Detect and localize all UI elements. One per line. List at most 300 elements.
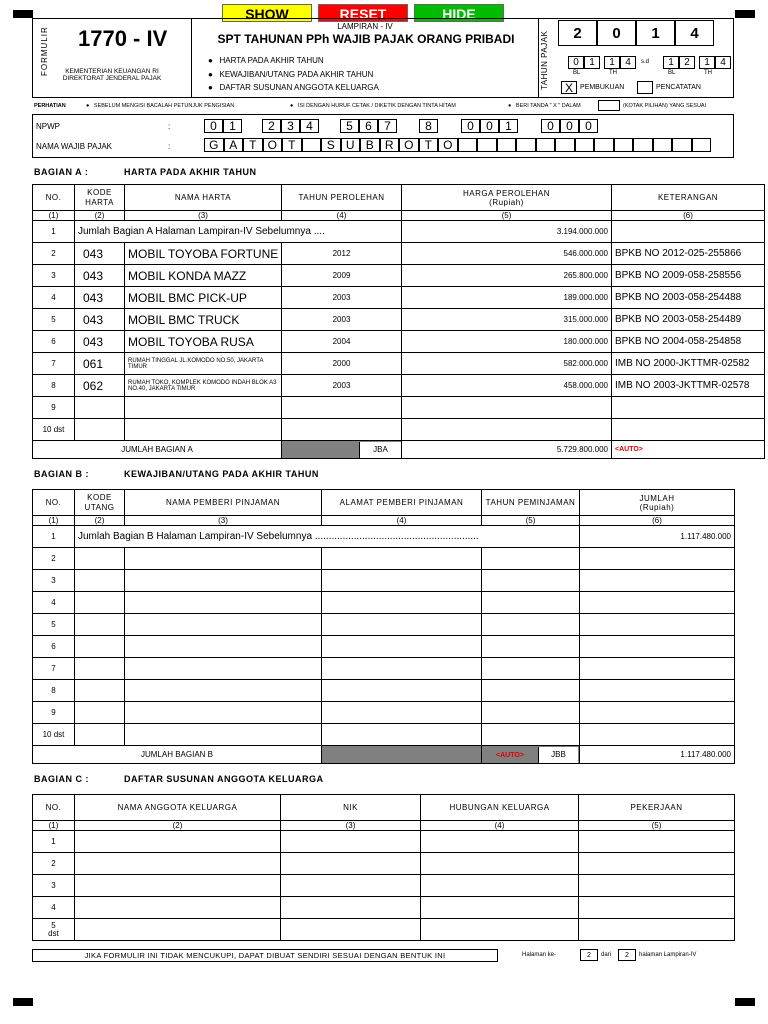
npwp-digit[interactable]: 2 — [262, 119, 281, 133]
harga-cell[interactable]: 582.000.000 — [402, 353, 612, 375]
tahun-cell[interactable] — [482, 636, 580, 658]
jba-code: JBA — [359, 442, 401, 458]
jumlah-cell[interactable] — [580, 548, 735, 570]
alamat-cell[interactable] — [322, 702, 482, 724]
jumlah-cell[interactable] — [580, 658, 735, 680]
bl-label: BL — [573, 70, 581, 76]
auto-button[interactable]: <AUTO> — [496, 751, 524, 759]
name-letter[interactable] — [672, 138, 692, 152]
row-no: 9 — [33, 397, 75, 419]
keterangan-cell[interactable]: BPKB NO 2003-058-254488 — [612, 287, 765, 309]
keterangan-cell[interactable] — [612, 419, 765, 441]
notice-1: ● SEBELUM MENGISI BACALAH PETUNJUK PENGISIAN — [86, 103, 235, 109]
kode-cell[interactable]: 061 — [75, 353, 125, 375]
table-row — [33, 419, 765, 441]
name-letter[interactable] — [653, 138, 673, 152]
nama-cell[interactable]: MOBIL BMC PICK-UP — [125, 287, 282, 309]
registration-mark — [13, 998, 33, 1006]
nama-label: NAMA WAJIB PAJAK — [36, 142, 113, 151]
jumlah-cell[interactable] — [580, 570, 735, 592]
npwp-digit[interactable]: 7 — [378, 119, 397, 133]
col-number: (3) — [125, 211, 282, 221]
kode-cell[interactable] — [75, 548, 125, 570]
keterangan-cell[interactable] — [612, 397, 765, 419]
kode-cell[interactable]: 043 — [75, 331, 125, 353]
table-row — [33, 853, 735, 875]
col-number: (3) — [281, 821, 421, 831]
period-start-digit[interactable]: 0 — [568, 56, 584, 69]
name-letter[interactable] — [614, 138, 634, 152]
row-no: 1 — [33, 526, 75, 548]
col-number: (2) — [75, 516, 125, 526]
perhatian-label: PERHATIAN — [34, 103, 66, 109]
alamat-cell[interactable] — [322, 658, 482, 680]
name-letter[interactable]: G — [204, 138, 224, 152]
page-total[interactable]: 2 — [618, 949, 636, 961]
period-start-digit[interactable]: 1 — [584, 56, 600, 69]
page-number[interactable]: 2 — [580, 949, 598, 961]
kode-cell[interactable]: 043 — [75, 309, 125, 331]
dari-label: dari — [601, 952, 612, 958]
jumlah-cell[interactable] — [580, 614, 735, 636]
tahun-cell[interactable] — [482, 680, 580, 702]
nama-pemberi-cell[interactable] — [125, 614, 322, 636]
row-no: 5 dst — [33, 919, 75, 941]
nama-anggota-cell[interactable] — [75, 831, 281, 853]
tahun-cell[interactable] — [282, 419, 402, 441]
col-header: TAHUN PEROLEHAN — [282, 185, 402, 211]
kode-cell[interactable] — [75, 724, 125, 746]
keterangan-cell[interactable]: BPKB NO 2012-025-255866 — [612, 243, 765, 265]
previous-total-text: Jumlah Bagian B Halaman Lampiran-IV Sebelumnya ........................................................... — [75, 526, 580, 548]
name-letter[interactable] — [477, 138, 497, 152]
row-no: 1 — [33, 831, 75, 853]
kode-cell[interactable]: 043 — [75, 265, 125, 287]
pekerjaan-cell[interactable] — [579, 875, 735, 897]
npwp-digit[interactable]: 8 — [419, 119, 438, 133]
gray-cell — [322, 746, 482, 764]
kode-cell[interactable]: 062 — [75, 375, 125, 397]
table-row — [33, 636, 735, 658]
nama-pemberi-cell[interactable] — [125, 680, 322, 702]
row-no: 9 — [33, 702, 75, 724]
row-no: 1 — [33, 221, 75, 243]
table-row — [33, 265, 765, 287]
col-number: (4) — [282, 211, 402, 221]
col-number: (1) — [33, 821, 75, 831]
bagian-b-label: BAGIAN B : — [34, 469, 89, 479]
table-row — [33, 897, 735, 919]
kode-cell[interactable] — [75, 397, 125, 419]
pencatatan-checkbox[interactable] — [637, 81, 653, 94]
nama-cell[interactable] — [125, 419, 282, 441]
notice-2: ● ISI DENGAN HURUF CETAK / DIKETIK DENGAN TINTA HITAM — [290, 103, 456, 109]
nama-cell[interactable]: MOBIL TOYOBA RUSA — [125, 331, 282, 353]
tahun-cell[interactable] — [482, 702, 580, 724]
kode-cell[interactable] — [75, 592, 125, 614]
tahun-pajak-label: TAHUN PAJAK — [540, 30, 549, 90]
tahun-cell[interactable]: 2004 — [282, 331, 402, 353]
table-row — [33, 397, 765, 419]
period-end-digit[interactable]: 2 — [679, 56, 695, 69]
registration-mark — [735, 10, 755, 18]
reset-button[interactable]: RESET — [318, 4, 408, 22]
alamat-cell[interactable] — [322, 614, 482, 636]
col-header: JUMLAH (Rupiah) — [580, 490, 735, 516]
kode-cell[interactable] — [75, 636, 125, 658]
year-digit[interactable]: 4 — [675, 20, 714, 46]
col-header: HARGA PEROLEHAN (Rupiah) — [402, 185, 612, 211]
name-letter[interactable] — [497, 138, 517, 152]
alamat-cell[interactable] — [322, 592, 482, 614]
row-no: 3 — [33, 265, 75, 287]
npwp-digit[interactable]: 0 — [560, 119, 579, 133]
row-no: 2 — [33, 243, 75, 265]
harga-cell[interactable]: 315.000.000 — [402, 309, 612, 331]
hide-button[interactable]: HIDE — [414, 4, 504, 22]
pekerjaan-cell[interactable] — [579, 919, 735, 941]
jumlah-cell[interactable] — [580, 724, 735, 746]
jbb-code: JBB — [538, 747, 578, 763]
pekerjaan-cell[interactable] — [579, 897, 735, 919]
period-end-digit[interactable]: 1 — [663, 56, 679, 69]
nama-anggota-cell[interactable] — [75, 897, 281, 919]
hubungan-cell[interactable] — [421, 919, 579, 941]
tahun-cell[interactable]: 2003 — [282, 287, 402, 309]
year-digit[interactable]: 2 — [558, 20, 597, 46]
col-number: (2) — [75, 821, 281, 831]
previous-total-value[interactable]: 1.117.480.000 — [580, 526, 735, 548]
col-number: (2) — [75, 211, 125, 221]
name-letter[interactable]: B — [360, 138, 380, 152]
tahun-cell[interactable]: 2003 — [282, 375, 402, 397]
table-row — [33, 592, 735, 614]
alamat-cell[interactable] — [322, 680, 482, 702]
nik-cell[interactable] — [281, 831, 421, 853]
kode-cell[interactable] — [75, 702, 125, 724]
hubungan-cell[interactable] — [421, 831, 579, 853]
row-no: 5 — [33, 309, 75, 331]
col-header: NAMA HARTA — [125, 185, 282, 211]
table-row — [33, 331, 765, 353]
registration-mark — [13, 10, 33, 18]
table-row — [33, 287, 765, 309]
alamat-cell[interactable] — [322, 570, 482, 592]
form-title: SPT TAHUNAN PPh WAJIB PAJAK ORANG PRIBADI — [217, 32, 515, 46]
table-row — [33, 680, 735, 702]
name-letter[interactable]: O — [438, 138, 458, 152]
bullet-1: ● HARTA PADA AKHIR TAHUN — [208, 56, 324, 65]
auto-button[interactable]: <AUTO> — [612, 441, 765, 459]
auto-cell — [482, 746, 580, 764]
form-code: 1770 - IV — [78, 26, 168, 51]
tahun-cell[interactable]: 2009 — [282, 265, 402, 287]
sd-label: s.d — [641, 59, 650, 65]
col-number: (6) — [580, 516, 735, 526]
kode-cell[interactable] — [75, 680, 125, 702]
jumlah-b-label: JUMLAH BAGIAN B — [33, 746, 322, 764]
halaman-label: Halaman ke- — [522, 952, 557, 958]
npwp-digit[interactable]: 5 — [340, 119, 359, 133]
bullet-2: ● KEWAJIBAN/UTANG PADA AKHIR TAHUN — [208, 70, 374, 79]
pembukuan-label: PEMBUKUAN — [580, 84, 625, 91]
tahun-cell[interactable] — [482, 592, 580, 614]
tahun-cell[interactable]: 2000 — [282, 353, 402, 375]
harga-cell[interactable] — [402, 419, 612, 441]
tahun-cell[interactable] — [482, 658, 580, 680]
table-row — [33, 221, 765, 243]
col-header: NO. — [33, 490, 75, 516]
table-row — [33, 375, 765, 397]
table-row — [33, 831, 735, 853]
name-letter[interactable]: O — [399, 138, 419, 152]
table-utang — [32, 489, 735, 764]
previous-total-text: Jumlah Bagian A Halaman Lampiran-IV Sebelumnya .... — [75, 221, 402, 243]
nama-cell[interactable]: MOBIL TOYOBA FORTUNE — [125, 243, 282, 265]
row-no: 8 — [33, 680, 75, 702]
period-start-digit[interactable]: 1 — [604, 56, 620, 69]
jumlah-a-label: JUMLAH BAGIAN A — [33, 441, 282, 459]
keterangan-cell[interactable] — [612, 221, 765, 243]
table-row — [33, 919, 735, 941]
kode-cell[interactable] — [75, 419, 125, 441]
kode-cell[interactable] — [75, 570, 125, 592]
name-letter[interactable] — [575, 138, 595, 152]
keterangan-cell[interactable]: IMB NO 2003-JKTTMR-02578 — [612, 375, 765, 397]
npwp-digit[interactable]: 0 — [204, 119, 223, 133]
nama-cell[interactable]: MOBIL BMC TRUCK — [125, 309, 282, 331]
harga-cell[interactable]: 189.000.000 — [402, 287, 612, 309]
period-end-digit[interactable]: 1 — [699, 56, 715, 69]
col-header: KODE UTANG — [75, 490, 125, 516]
row-no: 5 — [33, 614, 75, 636]
name-letter[interactable]: R — [380, 138, 400, 152]
row-no: 4 — [33, 287, 75, 309]
row-no: 3 — [33, 570, 75, 592]
harga-cell[interactable]: 180.000.000 — [402, 331, 612, 353]
col-header: KETERANGAN — [612, 185, 765, 211]
previous-total-value[interactable]: 3.194.000.000 — [402, 221, 612, 243]
col-number: (5) — [402, 211, 612, 221]
name-letter[interactable]: O — [263, 138, 283, 152]
pekerjaan-cell[interactable] — [579, 831, 735, 853]
bagian-c-title: DAFTAR SUSUNAN ANGGOTA KELUARGA — [124, 774, 324, 784]
jbb-total: 1.117.480.000 — [580, 746, 735, 764]
formulir-label: FORMULIR — [40, 26, 49, 76]
name-letter[interactable] — [633, 138, 653, 152]
nama-cell[interactable]: MOBIL KONDA MAZZ — [125, 265, 282, 287]
tahun-cell[interactable] — [482, 570, 580, 592]
name-letter[interactable]: S — [321, 138, 341, 152]
col-number: (3) — [125, 516, 322, 526]
harga-cell[interactable]: 458.000.000 — [402, 375, 612, 397]
period-start-digit[interactable]: 4 — [620, 56, 636, 69]
npwp-digit[interactable]: 6 — [359, 119, 378, 133]
alamat-cell[interactable] — [322, 636, 482, 658]
tahun-cell[interactable]: 2003 — [282, 309, 402, 331]
th-label: TH — [609, 70, 617, 76]
npwp-digit[interactable]: 1 — [499, 119, 518, 133]
pembukuan-checkbox[interactable]: X — [561, 81, 577, 94]
harga-cell[interactable]: 546.000.000 — [402, 243, 612, 265]
npwp-digit[interactable]: 0 — [480, 119, 499, 133]
nama-anggota-cell[interactable] — [75, 875, 281, 897]
ministry: KEMENTERIAN KEUANGAN RI — [65, 68, 159, 75]
period-end-digit[interactable]: 4 — [715, 56, 731, 69]
col-header: NO. — [33, 185, 75, 211]
harga-cell[interactable] — [402, 397, 612, 419]
keterangan-cell[interactable]: BPKB NO 2004-058-254858 — [612, 331, 765, 353]
bl-label: BL — [668, 70, 676, 76]
name-letter[interactable] — [302, 138, 322, 152]
row-no: 2 — [33, 853, 75, 875]
tahun-cell[interactable] — [282, 397, 402, 419]
col-header: HUBUNGAN KELUARGA — [421, 795, 579, 821]
hubungan-cell[interactable] — [421, 875, 579, 897]
name-letter[interactable] — [458, 138, 478, 152]
keterangan-cell[interactable]: BPKB NO 2003-058-254489 — [612, 309, 765, 331]
table-row — [33, 548, 735, 570]
nama-anggota-cell[interactable] — [75, 853, 281, 875]
col-header: NAMA ANGGOTA KELUARGA — [75, 795, 281, 821]
table-row — [33, 526, 735, 548]
npwp-digit[interactable]: 4 — [300, 119, 319, 133]
row-no: 4 — [33, 897, 75, 919]
row-no: 6 — [33, 331, 75, 353]
name-letter[interactable]: A — [224, 138, 244, 152]
row-no: 8 — [33, 375, 75, 397]
nama-cell[interactable]: RUMAH TOKO, KOMPLEK KOMODO INDAH BLOK A3 NO.40, JAKARTA TIMUR — [125, 375, 282, 397]
npwp-digit[interactable]: 3 — [281, 119, 300, 133]
col-header: ALAMAT PEMBERI PINJAMAN — [322, 490, 482, 516]
npwp-digit[interactable]: 0 — [541, 119, 560, 133]
table-row — [33, 243, 765, 265]
name-letter[interactable]: T — [243, 138, 263, 152]
jba-total: 5.729.800.000 — [402, 441, 612, 459]
nama-anggota-cell[interactable] — [75, 919, 281, 941]
table-keluarga — [32, 794, 735, 941]
table-row — [33, 309, 765, 331]
pekerjaan-cell[interactable] — [579, 853, 735, 875]
bagian-a-title: HARTA PADA AKHIR TAHUN — [124, 167, 257, 177]
hubungan-cell[interactable] — [421, 853, 579, 875]
th-label: TH — [704, 70, 712, 76]
bagian-c-label: BAGIAN C : — [34, 774, 89, 784]
directorate: DIREKTORAT JENDERAL PAJAK — [62, 75, 162, 82]
tahun-cell[interactable]: 2012 — [282, 243, 402, 265]
nama-pemberi-cell[interactable] — [125, 592, 322, 614]
sample-checkbox — [598, 100, 620, 111]
table-row — [33, 658, 735, 680]
keterangan-cell[interactable]: IMB NO 2000-JKTTMR-02582 — [612, 353, 765, 375]
tahun-cell[interactable] — [482, 548, 580, 570]
tahun-cell[interactable] — [482, 724, 580, 746]
table-harta — [32, 184, 765, 459]
col-number: (1) — [33, 516, 75, 526]
nama-pemberi-cell[interactable] — [125, 658, 322, 680]
table-row — [33, 875, 735, 897]
nik-cell[interactable] — [281, 875, 421, 897]
col-header: TAHUN PEMINJAMAN — [482, 490, 580, 516]
nik-cell[interactable] — [281, 853, 421, 875]
total-row — [33, 441, 765, 459]
name-letter[interactable] — [692, 138, 712, 152]
col-number: (5) — [482, 516, 580, 526]
name-letter[interactable] — [536, 138, 556, 152]
tahun-cell[interactable] — [482, 614, 580, 636]
nama-pemberi-cell[interactable] — [125, 724, 322, 746]
npwp-digit[interactable]: 0 — [579, 119, 598, 133]
row-no: 6 — [33, 636, 75, 658]
name-letter[interactable] — [516, 138, 536, 152]
pencatatan-label: PENCATATAN — [656, 84, 701, 91]
nama-cell[interactable] — [125, 397, 282, 419]
alamat-cell[interactable] — [322, 724, 482, 746]
jumlah-cell[interactable] — [580, 702, 735, 724]
name-letter[interactable] — [594, 138, 614, 152]
table-row — [33, 702, 735, 724]
footer-note: JIKA FORMULIR INI TIDAK MENCUKUPI, DAPAT DIBUAT SENDIRI SESUAI DENGAN BENTUK INI — [32, 949, 498, 962]
kode-cell[interactable] — [75, 658, 125, 680]
name-letter[interactable]: T — [419, 138, 439, 152]
col-header: NO. — [33, 795, 75, 821]
kode-cell[interactable]: 043 — [75, 287, 125, 309]
row-no: 7 — [33, 353, 75, 375]
kode-cell[interactable]: 043 — [75, 243, 125, 265]
col-header: NIK — [281, 795, 421, 821]
alamat-cell[interactable] — [322, 548, 482, 570]
jumlah-cell[interactable] — [580, 636, 735, 658]
nik-cell[interactable] — [281, 919, 421, 941]
row-no: 3 — [33, 875, 75, 897]
nama-pemberi-cell[interactable] — [125, 548, 322, 570]
total-row — [33, 746, 735, 764]
jumlah-cell[interactable] — [580, 592, 735, 614]
col-number: (6) — [612, 211, 765, 221]
nama-pemberi-cell[interactable] — [125, 570, 322, 592]
col-number: (4) — [421, 821, 579, 831]
row-no: 10 dst — [33, 419, 75, 441]
nama-pemberi-cell[interactable] — [125, 702, 322, 724]
year-digit[interactable]: 1 — [636, 20, 675, 46]
col-header: PEKERJAAN — [579, 795, 735, 821]
name-letter[interactable]: T — [282, 138, 302, 152]
keterangan-cell[interactable]: BPKB NO 2009-058-258556 — [612, 265, 765, 287]
npwp-digit[interactable]: 1 — [223, 119, 242, 133]
name-letter[interactable] — [555, 138, 575, 152]
year-digit[interactable]: 0 — [597, 20, 636, 46]
notice-4: (KOTAK PILIHAN) YANG SESUAI — [623, 103, 707, 109]
halaman-suffix: halaman Lampiran-IV — [639, 952, 697, 958]
kode-cell[interactable] — [75, 614, 125, 636]
name-letter[interactable]: U — [341, 138, 361, 152]
hubungan-cell[interactable] — [421, 897, 579, 919]
jumlah-cell[interactable] — [580, 680, 735, 702]
bagian-b-title: KEWAJIBAN/UTANG PADA AKHIR TAHUN — [124, 469, 319, 479]
npwp-digit[interactable]: 0 — [461, 119, 480, 133]
harga-cell[interactable]: 265.800.000 — [402, 265, 612, 287]
nama-pemberi-cell[interactable] — [125, 636, 322, 658]
colon: : — [168, 122, 171, 131]
bagian-a-label: BAGIAN A : — [34, 167, 89, 177]
table-row — [33, 353, 765, 375]
col-header: NAMA PEMBERI PINJAMAN — [125, 490, 322, 516]
nama-cell[interactable]: RUMAH TINGGAL JL.KOMODO NO.50, JAKARTA TIMUR — [125, 353, 282, 375]
show-button[interactable]: SHOW — [222, 4, 312, 22]
nik-cell[interactable] — [281, 897, 421, 919]
table-row — [33, 724, 735, 746]
table-row — [33, 614, 735, 636]
